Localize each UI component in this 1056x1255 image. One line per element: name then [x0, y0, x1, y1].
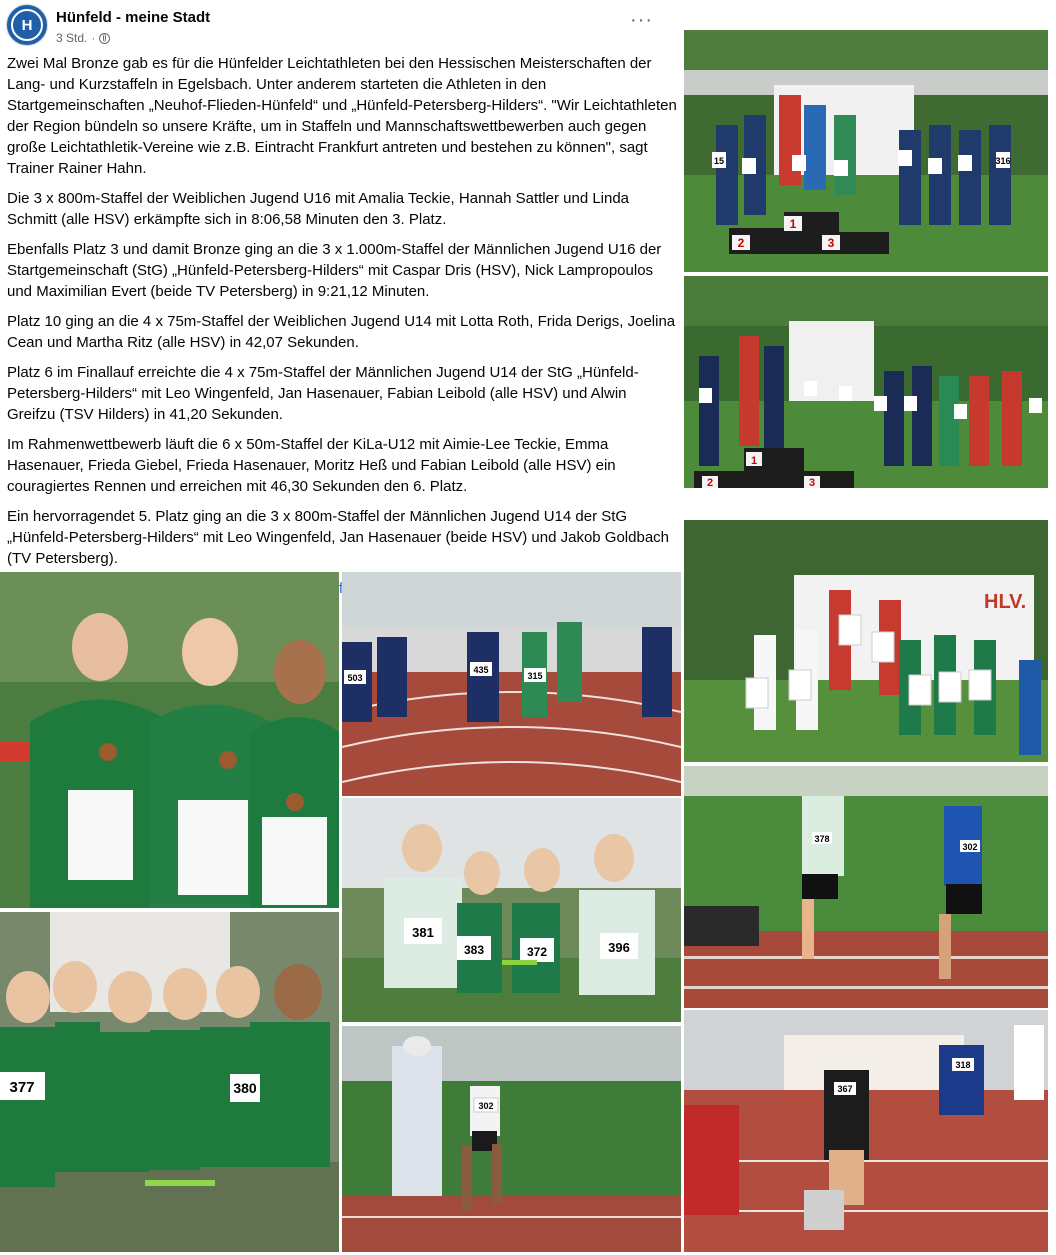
- bib-number: 302: [478, 1101, 494, 1111]
- bib-number: 316: [995, 156, 1011, 166]
- page-avatar[interactable]: [6, 4, 48, 46]
- bib-number: 377: [9, 1079, 35, 1096]
- photo-relay-kids[interactable]: [342, 798, 681, 1022]
- more-options-button[interactable]: ···: [630, 9, 653, 31]
- bib-number: 381: [412, 925, 434, 940]
- podium-place: 3: [827, 236, 835, 250]
- bib-number: 318: [955, 1060, 971, 1070]
- page-name-link[interactable]: Hünfeld - meine Stadt: [56, 9, 211, 26]
- bib-number: 378: [814, 834, 830, 844]
- banner-text: HLV.: [984, 591, 1027, 613]
- post-paragraph: Platz 6 im Finallauf erreichte die 4 x 75m-Staffel der Männlichen Jugend U14 der StG „Hünfeld-Petersberg-Hilders“ mit Leo Wingenfeld, Jan Hasenauer, Fabian Leibold (alle HSV) und Alwin Greifzu (TSV Hilders) in 41,20 Sekunden.: [7, 364, 639, 423]
- photo-podium-1[interactable]: [684, 30, 1048, 272]
- bib-number: 503: [347, 673, 363, 683]
- bib-number: 315: [527, 671, 543, 681]
- avatar-letter: H: [11, 9, 43, 41]
- photo-medal-girls[interactable]: [0, 572, 339, 908]
- podium-place: 2: [737, 236, 745, 250]
- bib-number: 396: [608, 940, 630, 955]
- podium-place: 3: [808, 477, 816, 488]
- bib-number: 367: [837, 1084, 853, 1094]
- post-paragraph: Im Rahmenwettbewerb läuft die 6 x 50m-Staffel der KiLa-U12 mit Aimie-Lee Teckie, Emma Hasenauer, Frieda Giebel, Frieda Hasenauer, Moritz Heß und Fabian Leibold (alle HSV) ein couragiertes Rennen und erreichen mit 46,30 Sekunden den 6. Platz.: [7, 436, 616, 495]
- podium-place: 1: [789, 217, 797, 231]
- meta-separator: ·: [91, 31, 96, 45]
- post-paragraph: Platz 10 ging an die 4 x 75m-Staffel der Weiblichen Jugend U14 mit Lotta Roth, Frida Derigs, Joelina Cean und Martha Ritz (alle HSV) in 42,07 Sekunden.: [7, 313, 676, 351]
- photo-kila-kids[interactable]: [0, 912, 339, 1252]
- bib-number: 15: [713, 156, 725, 166]
- photo-runners-grass[interactable]: [684, 766, 1048, 1008]
- post-paragraph: Ein hervorragendet 5. Platz ging an die 3 x 800m-Staffel der Männlichen Jugend U14 der StG „Hünfeld-Petersberg-Hilders“ mit Leo Wingenfeld, Jan Hasenauer (beide HSV) und Jakob Goldbach (TV Petersberg).: [7, 508, 670, 567]
- post-time[interactable]: 3 Std.: [56, 31, 88, 45]
- post-meta: [56, 31, 110, 45]
- podium-place: 1: [750, 455, 758, 467]
- post-paragraph: Die 3 x 800m-Staffel der Weiblichen Jugend U16 mit Amalia Teckie, Hannah Sattler und Linda Schmitt (alle HSV) erkämpfte sich in 8:06,58 Minuten den 3. Platz.: [7, 190, 630, 228]
- post-header: [6, 4, 676, 48]
- photo-start-blocks[interactable]: [684, 1010, 1048, 1252]
- post-paragraph: Ebenfalls Platz 3 und damit Bronze ging an die 3 x 1.000m-Staffel der Männlichen Jugend U16 der Startgemeinschaft (StG) „Hünfeld-Petersberg-Hilders“ mit Caspar Dris (HSV), Nick Lampropoulos und Maximilian Evert (beide TV Petersberg) in 9:21,12 Minuten.: [7, 241, 662, 300]
- photo-track-group[interactable]: [342, 572, 681, 796]
- bib-number: 383: [463, 943, 485, 957]
- bib-number: 372: [526, 945, 548, 959]
- podium-place: 2: [706, 477, 714, 488]
- photo-girls-podium[interactable]: [684, 520, 1048, 762]
- bib-number: 302: [962, 842, 978, 852]
- photo-podium-2[interactable]: [684, 276, 1048, 488]
- photo-track-girl[interactable]: [342, 1026, 681, 1252]
- globe-icon: [99, 33, 110, 44]
- bib-number: 380: [233, 1080, 257, 1096]
- bib-number: 435: [473, 665, 489, 675]
- post-paragraph: Zwei Mal Bronze gab es für die Hünfelder Leichtathleten bei den Hessischen Meisterschaften der Lang- und Kurzstaffeln in Egelsbach. Unter anderem starteten die Athleten in den Startgemeinschaften „Neuhof-Flieden-Hünfeld“ und „Hünfeld-Petersberg-Hilders“. "Wir Leichtathleten der Region bündeln so unsere Kräfte, um in Staffeln und Mannschaftswettbewerben auch gegen große Leichtathletik-Vereine wie z.B. Eintracht Frankfurt antreten und bestehen zu können", sagt Trainer Rainer Hahn.: [7, 55, 677, 177]
- post-text: [7, 53, 677, 599]
